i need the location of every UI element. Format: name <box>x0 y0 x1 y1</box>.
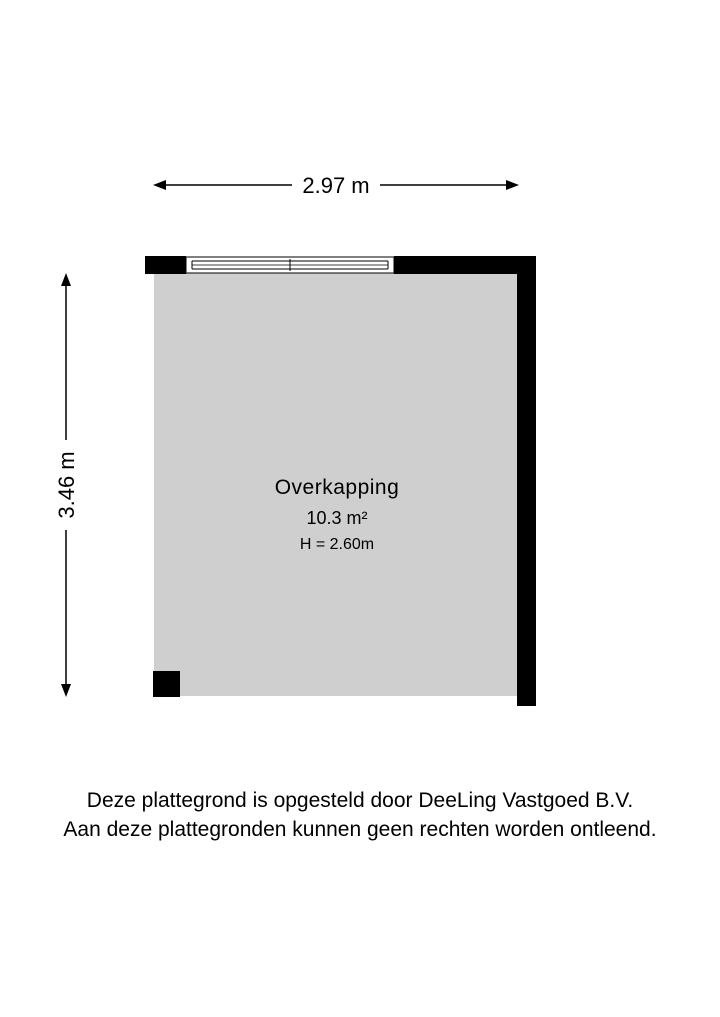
window <box>186 257 394 273</box>
room-height: H = 2.60m <box>299 536 375 553</box>
disclaimer-line-1: Deze plattegrond is opgesteld door DeeLing Vastgoed B.V. <box>86 789 634 812</box>
room-name: Overkapping <box>274 476 400 499</box>
disclaimer-line-2: Aan deze plattegronden kunnen geen rechten worden ontleend. <box>63 818 657 841</box>
arrow-left-icon <box>153 180 166 190</box>
room-area: 10.3 m² <box>306 508 368 528</box>
wall-right <box>517 256 536 706</box>
depth-dimension-label: 3.46 m <box>54 451 79 519</box>
width-dimension <box>153 173 519 198</box>
depth-dimension <box>54 273 79 697</box>
wall-top-left <box>145 256 186 274</box>
arrow-up-icon <box>61 273 71 286</box>
arrow-right-icon <box>506 180 519 190</box>
wall-top-right <box>394 256 536 274</box>
arrow-down-icon <box>61 684 71 697</box>
column-bottom-left <box>153 671 180 697</box>
width-dimension-label: 2.97 m <box>302 173 370 198</box>
